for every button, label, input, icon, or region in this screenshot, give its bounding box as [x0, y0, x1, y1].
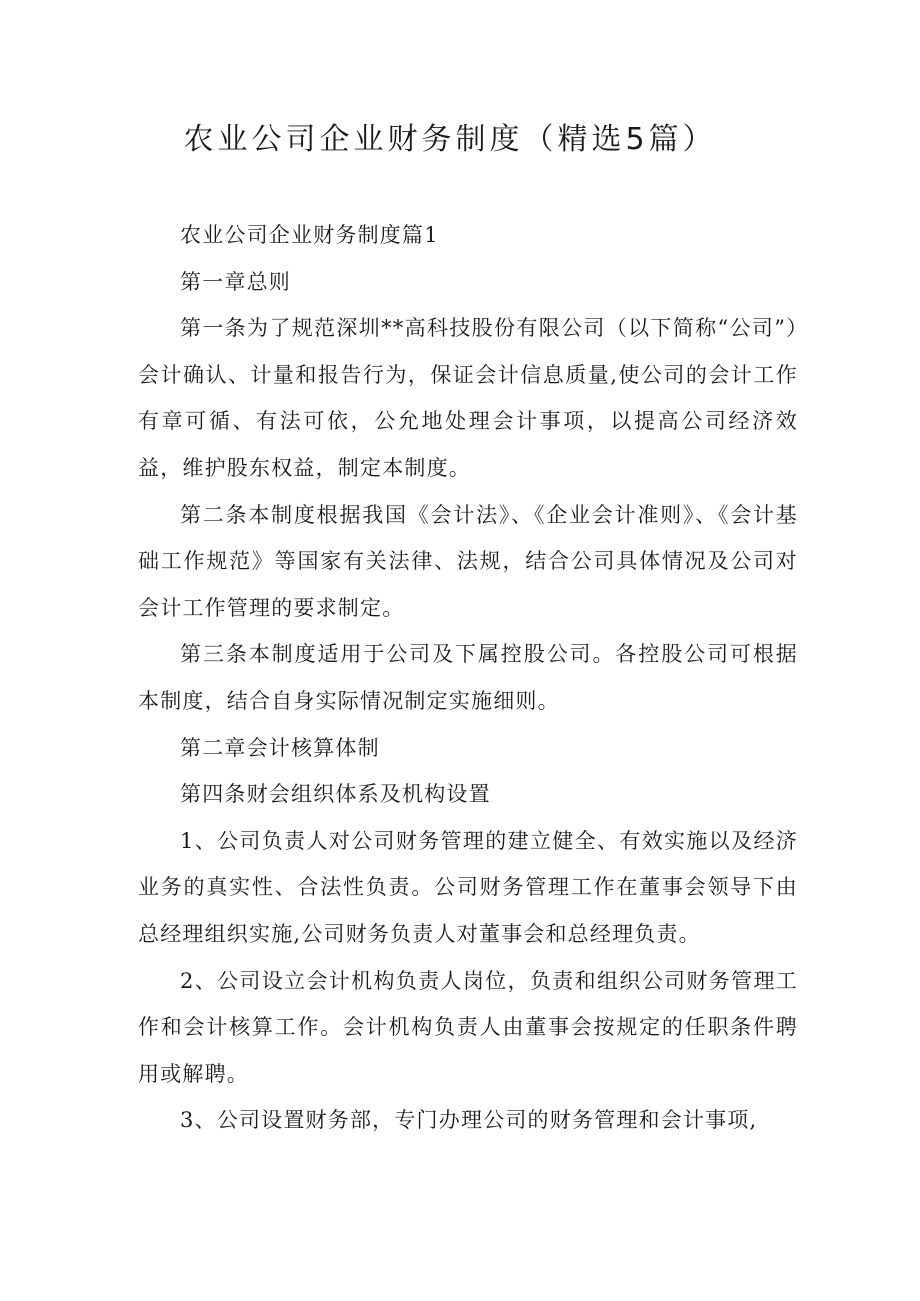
document-body: [138, 212, 798, 1144]
paragraph: 3、公司设置财务部，专门办理公司的财务管理和会计事项,: [180, 1108, 758, 1133]
paragraph: 第三条本制度适用于公司及下属控股公司。各控股公司可根据本制度，结合自身实际情况制定实施细则。: [138, 642, 798, 713]
chapter-heading: 第一章总则: [180, 269, 291, 294]
chapter-heading: 第二章会计核算体制: [180, 735, 380, 760]
article-heading: 第四条财会组织体系及机构设置: [180, 782, 491, 807]
paragraph: 1、公司负责人对公司财务管理的建立健全、有效实施以及经济业务的真实性、合法性负责。公司财务管理工作在董事会领导下由总经理组织实施,公司财务负责人对董事会和总经理负责。: [138, 828, 798, 946]
paragraph: 第二条本制度根据我国《会计法》、《企业会计准则》、《会计基础工作规范》等国家有关法律、法规，结合公司具体情况及公司对会计工作管理的要求制定。: [138, 502, 798, 620]
section-heading: 农业公司企业财务制度篇1: [180, 223, 439, 247]
paragraph: 2、公司设立会计机构负责人岗位，负责和组织公司财务管理工作和会计核算工作。会计机构负责人由董事会按规定的任职条件聘用或解聘。: [138, 968, 798, 1086]
document-title: 农业公司企业财务制度（精选5篇）: [183, 122, 717, 157]
paragraph: 第一条为了规范深圳**高科技股份有限公司（以下简称“公司”）会计确认、计量和报告行为，保证会计信息质量,使公司的会计工作有章可循、有法可依，公允地处理会计事项，以提高公司经济效益，维护股东权益，制定本制度。: [138, 316, 798, 480]
